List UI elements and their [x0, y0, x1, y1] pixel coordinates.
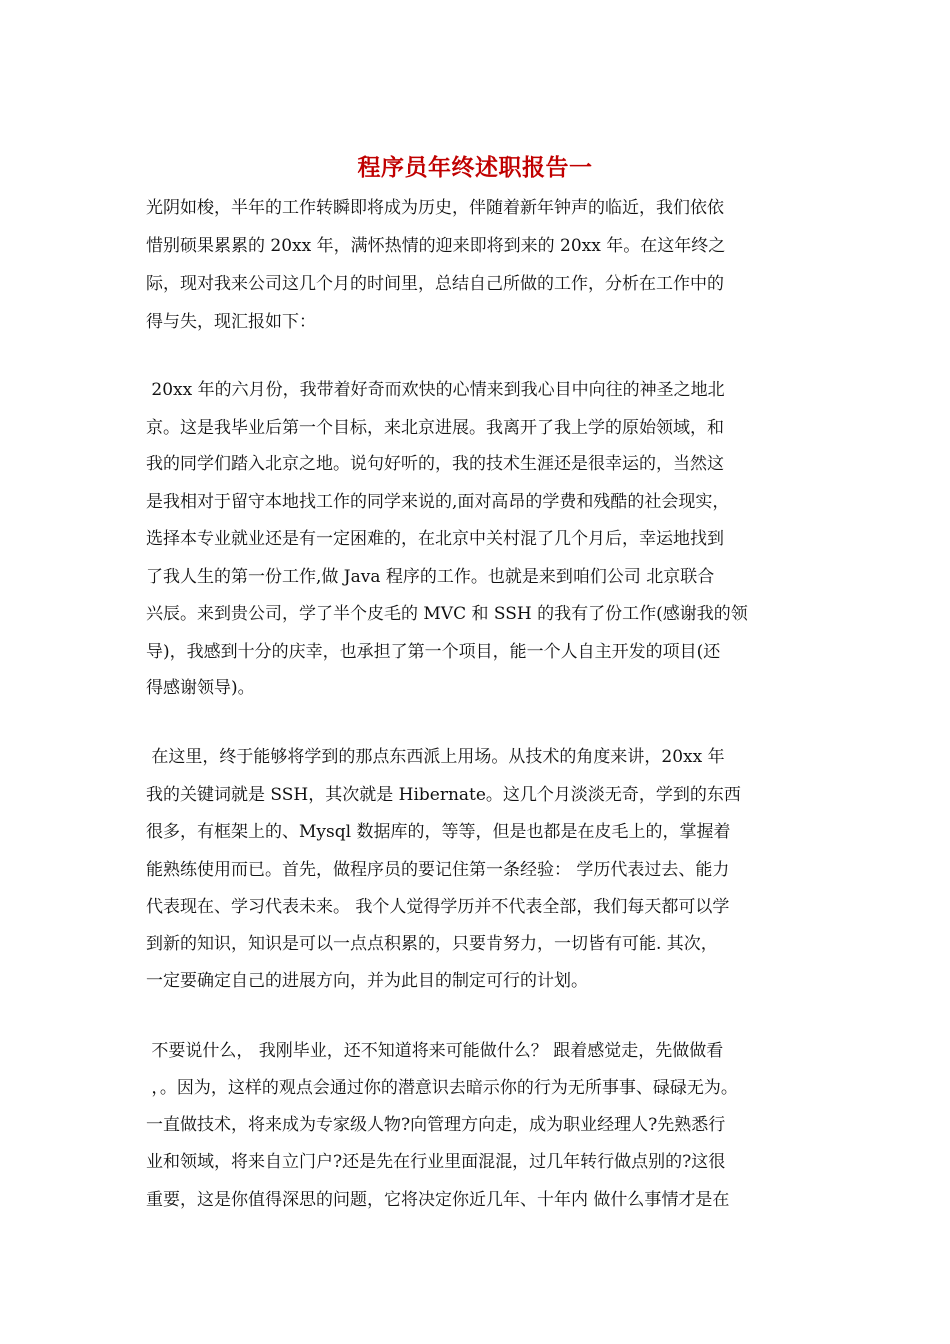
- paragraph-1-line-2: 惜别硕果累累的 20xx 年，满怀热情的迎来即将到来的 20xx 年。在这年终之: [146, 236, 726, 256]
- paragraph-2-line-1: 20xx 年的六月份，我带着好奇而欢快的心情来到我心目中向往的神圣之地北: [146, 380, 725, 400]
- document-title: 程序员年终述职报告一: [357, 154, 593, 181]
- paragraph-2-line-3: 我的同学们踏入北京之地。说句好听的，我的技术生涯还是很幸运的，当然这: [146, 454, 724, 474]
- paragraph-3-line-1: 在这里，终于能够将学到的那点东西派上用场。从技术的角度来讲，20xx 年: [146, 747, 725, 767]
- paragraph-4-line-1: 不要说什么， 我刚毕业，还不知道将来可能做什么？ 跟着感觉走，先做做看: [146, 1041, 724, 1061]
- paragraph-3-line-3: 很多，有框架上的、Mysql 数据库的，等等，但是也都是在皮毛上的，掌握着: [146, 822, 731, 842]
- paragraph-2-line-7: 兴辰。来到贵公司，学了半个皮毛的 MVC 和 SSH 的我有了份工作(感谢我的领: [146, 604, 748, 624]
- paragraph-2-line-6: 了我人生的第一份工作,做 Java 程序的工作。也就是来到咱们公司 北京联合: [146, 567, 715, 587]
- paragraph-1-line-3: 际，现对我来公司这几个月的时间里，总结自己所做的工作，分析在工作中的: [146, 274, 724, 294]
- paragraph-2-line-2: 京。这是我毕业后第一个目标，来北京进展。我离开了我上学的原始领域，和: [146, 418, 724, 438]
- paragraph-2-line-5: 选择本专业就业还是有一定困难的，在北京中关村混了几个月后，幸运地找到: [146, 529, 724, 549]
- paragraph-3-line-7: 一定要确定自己的进展方向，并为此目的制定可行的计划。: [146, 971, 588, 991]
- paragraph-2-line-4: 是我相对于留守本地找工作的同学来说的,面对高昂的学费和残酷的社会现实，: [146, 492, 730, 512]
- paragraph-4-line-3: 一直做技术，将来成为专家级人物?向管理方向走，成为职业经理人?先熟悉行: [146, 1115, 726, 1135]
- paragraph-3-line-5: 代表现在、学习代表未来。 我个人觉得学历并不代表全部，我们每天都可以学: [146, 897, 730, 917]
- paragraph-4-line-2: ，。因为，这样的观点会通过你的潜意识去暗示你的行为无所事事、碌碌无为。: [146, 1078, 738, 1098]
- paragraph-1-line-1: 光阴如梭，半年的工作转瞬即将成为历史，伴随着新年钟声的临近，我们依依: [146, 198, 724, 218]
- paragraph-3-line-4: 能熟练使用而已。首先，做程序员的要记住第一条经验： 学历代表过去、能力: [146, 860, 730, 880]
- paragraph-3-line-6: 到新的知识，知识是可以一点点积累的，只要肯努力，一切皆有可能. 其次，: [146, 934, 718, 954]
- paragraph-4-line-5: 重要，这是你值得深思的问题，它将决定你近几年、十年内 做什么事情才是在: [146, 1190, 730, 1210]
- paragraph-2-line-9: 得感谢领导)。: [146, 678, 255, 698]
- paragraph-4-line-4: 业和领域，将来自立门户?还是先在行业里面混混，过几年转行做点别的?这很: [146, 1152, 726, 1172]
- paragraph-2-line-8: 导)，我感到十分的庆幸，也承担了第一个项目，能一个人自主开发的项目(还: [146, 642, 721, 662]
- paragraph-3-line-2: 我的关键词就是 SSH，其次就是 Hibernate。这几个月淡淡无奇，学到的东西: [146, 785, 741, 805]
- paragraph-1-line-4: 得与失，现汇报如下：: [146, 312, 316, 332]
